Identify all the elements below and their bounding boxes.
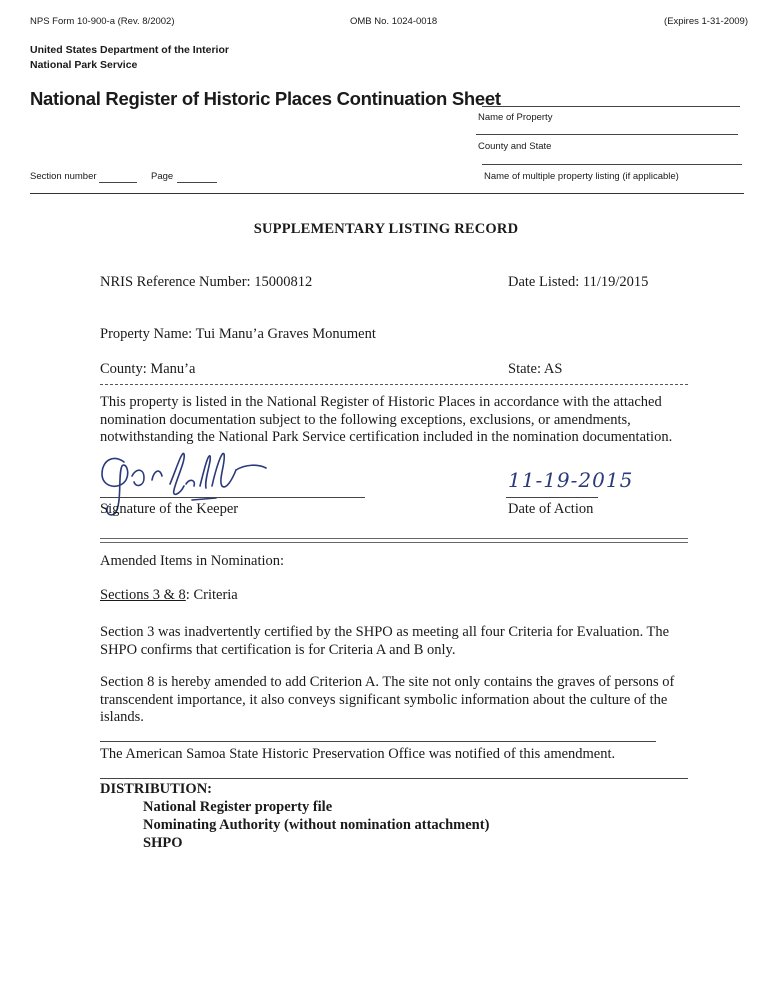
nris-reference: NRIS Reference Number: 15000812 — [100, 274, 313, 290]
state: State: AS — [508, 361, 563, 377]
department-name: United States Department of the Interior — [30, 44, 229, 56]
date-of-action-label: Date of Action — [508, 501, 594, 517]
county-state-line — [476, 134, 738, 135]
omb-number: OMB No. 1024-0018 — [350, 16, 438, 27]
header-divider — [30, 193, 744, 194]
signature-line — [100, 497, 365, 498]
county: County: Manu’a — [100, 361, 196, 377]
distribution-heading: DISTRIBUTION: — [100, 781, 212, 797]
notice-rule — [100, 741, 656, 742]
sections-label: Sections 3 & 8 — [100, 587, 186, 603]
double-divider — [100, 538, 688, 543]
date-listed: Date Listed: 11/19/2015 — [508, 274, 649, 290]
section-8-paragraph: Section 8 is hereby amended to add Criterion A. The site not only contains the graves of persons of transcendent importance, it also conveys significant symbolic information about the culture of the islands. — [100, 674, 675, 725]
amended-items-heading: Amended Items in Nomination: — [100, 553, 285, 569]
signature-label: Signature of the Keeper — [100, 501, 239, 517]
expiration-date: (Expires 1-31-2009) — [664, 16, 748, 27]
page-label: Page — [151, 171, 174, 182]
distribution-rule — [100, 778, 688, 779]
dashed-divider — [100, 384, 688, 385]
form-number: NPS Form 10-900-a (Rev. 8/2002) — [30, 16, 175, 27]
amendment-notice: The American Samoa State Historic Preservation Office was notified of this amendment. — [100, 746, 616, 762]
distribution-item: Nominating Authority (without nomination attachment) — [143, 817, 490, 833]
page-number-blank — [177, 182, 217, 183]
section-number-blank — [99, 182, 137, 183]
county-and-state-label: County and State — [478, 141, 552, 152]
distribution-item: SHPO — [143, 835, 183, 851]
multiple-listing-label: Name of multiple property listing (if applicable) — [484, 171, 679, 182]
property-name-line — [482, 106, 740, 107]
section-number-label: Section number — [30, 171, 97, 182]
listing-statement: This property is listed in the National Register of Historic Places in accordance with the attached nomination documentation subject to the following exceptions, exclusions, or amendments, notwithstanding the National Park Service certification included in the nomination documentation. — [100, 394, 673, 445]
handwritten-action-date: 11-19-2015 — [508, 468, 634, 492]
service-name: National Park Service — [30, 59, 138, 71]
section-3-paragraph: Section 3 was inadvertently certified by the SHPO as meeting all four Criteria for Evaluation. The SHPO confirms that certification is for Criteria A and B only. — [100, 624, 670, 658]
sections-criteria — [100, 587, 238, 604]
property-name: Property Name: Tui Manu’a Graves Monument — [100, 326, 376, 342]
distribution-item: National Register property file — [143, 799, 333, 815]
multiple-listing-line — [482, 164, 742, 165]
date-of-action-line — [506, 497, 598, 498]
record-heading: SUPPLEMENTARY LISTING RECORD — [253, 221, 519, 237]
name-of-property-label: Name of Property — [478, 112, 553, 123]
sections-suffix: : Criteria — [185, 587, 238, 603]
page-title: National Register of Historic Places Continuation Sheet — [30, 88, 501, 109]
